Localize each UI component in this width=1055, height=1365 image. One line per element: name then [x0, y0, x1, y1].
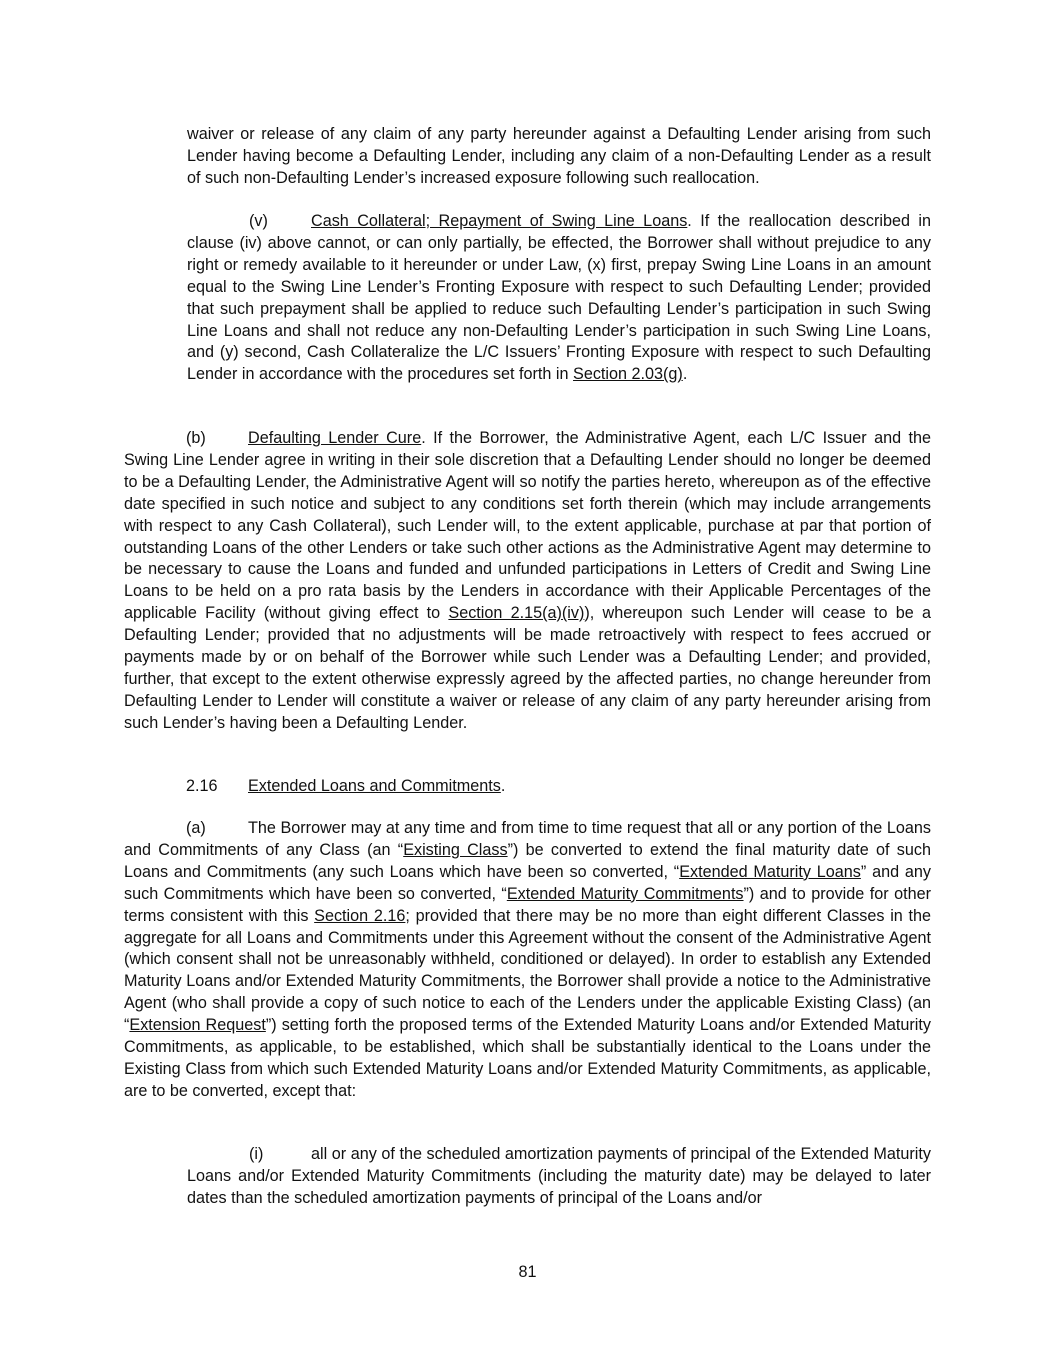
clause-text-4: ”) and to provide for other terms consistent with this: [124, 884, 931, 925]
section-title: Extended Loans and Commitments: [248, 777, 501, 795]
section-title-end: .: [500, 777, 506, 795]
section-reference: Section 2.15(a)(iv): [448, 604, 585, 623]
page-number: 81: [518, 1263, 537, 1281]
clause-text: . If the Borrower, the Administrative Agent, each L/C Issuer and the Swing Line Lender agree in writing in their sole discretion that a Defaulting Lender should no longer be deemed to be a Defaulting Lender, the Administrative Agent will so notify the parties hereto, whereupon as of the effective date specified in such notice and subject to any conditions set forth therein (which may include arrangements with respect to any Cash Collateral), such Lender will, to the extent applicable, purchase at par that portion of outstanding Loans of the other Lenders or take such other actions as the Administrative Agent may determine to be necessary to cause the Loans and funded and unfunded participations in Letters of Credit and Swing Line Loans to be held on a pro rata basis by the Lenders in accordance with their Applicable Percentages of the applicable Facility (without giving effect to: [124, 429, 931, 623]
section-reference: Section 2.03(g): [573, 365, 683, 384]
clause-label: (b): [186, 429, 206, 447]
clause-i-paragraph: [187, 1144, 931, 1210]
clause-text-6: ”) setting forth the proposed terms of the Extended Maturity Loans and/or Extended Maturity Commitments, as applicable, to be established, which shall be substantially identical to the Loans under the Existing Class from which such Extended Maturity Loans and/or Extended Maturity Commitments, as applicable, are to be converted, except that:: [124, 1016, 931, 1100]
clause-text: all or any of the scheduled amortization payments of principal of the Extended Maturity Loans and/or Extended Maturity Commitments (including the maturity date) may be delayed to later dates than the scheduled amortization payments of principal of the Loans and/or: [187, 1145, 931, 1207]
clause-heading: Cash Collateral; Repayment of Swing Line Loans: [311, 212, 688, 230]
clause-text-end: .: [682, 365, 688, 384]
clause-b-paragraph: [124, 428, 931, 735]
clause-text-2: ”) be converted to extend the final maturity date of such Loans and Commitments (any such Loans which have been so converted, “: [124, 840, 931, 881]
clause-text-1: The Borrower may at any time and from time to time request that all or any portion of the Loans and Commitments of any Class (an “: [124, 819, 931, 859]
clause-label: (v): [249, 212, 268, 230]
defined-term-extended-maturity-loans: Extended Maturity Loans: [679, 862, 861, 881]
clause-text-5: ; provided that there may be no more than eight different Classes in the aggregate for all Loans and Commitments under this Agreement without the consent of the Administrative Agent (which consent shall not be unreasonably withheld, conditioned or delayed). In order to establish any Extended Maturity Loans and/or Extended Maturity Commitments, the Borrower shall provide a notice to the Administrative Agent (who shall provide a copy of such notice to each of the Lenders under the applicable Existing Class) (an “: [124, 906, 932, 1035]
defined-term-extension-request: Extension Request: [129, 1016, 266, 1035]
paragraph-continuation: [187, 124, 931, 190]
clause-v-paragraph: [187, 211, 931, 386]
clause-text-end: ), whereupon such Lender will cease to be a Defaulting Lender; provided that no adjustments will be made retroactively with respect to fees accrued or payments made by or on behalf of the Borrower while such Lender was a Defaulting Lender; and provided, further, that except to the extent otherwise expressly agreed by the affected parties, no change hereunder from Defaulting Lender to Lender will constitute a waiver or release of any claim of any party hereunder arising from such Lender’s having been a Defaulting Lender.: [124, 604, 931, 732]
section-reference: Section 2.16: [314, 906, 406, 925]
clause-heading: Defaulting Lender Cure: [248, 429, 422, 447]
paragraph-text: waiver or release of any claim of any party hereunder against a Defaulting Lender arising from such Lender having become a Defaulting Lender, including any claim of a non-Defaulting Lender as a result of such non-Defaulting Lender’s increased exposure following such reallocation.: [187, 125, 931, 187]
section-number: 2.16: [186, 777, 218, 795]
clause-a-paragraph: [124, 818, 931, 1103]
section-2-16-heading: [124, 776, 931, 798]
clause-text: . If the reallocation described in clause (iv) above cannot, or can only partially, be effected, the Borrower shall without prejudice to any right or remedy available to it hereunder or under Law, (x) first, prepay Swing Line Loans in an amount equal to the Swing Line Lender’s Fronting Exposure with respect to such Defaulting Lender; provided that such prepayment shall be applied to reduce such Defaulting Lender’s participation in such Swing Line Loans and shall not reduce any non-Defaulting Lender’s participation in such Swing Line Loans, and (y) second, Cash Collateralize the L/C Issuers’ Fronting Exposure with respect to such Defaulting Lender in accordance with the procedures set forth in: [187, 212, 931, 384]
defined-term-existing-class: Existing Class: [403, 840, 508, 859]
clause-label: (a): [186, 819, 206, 837]
defined-term-extended-maturity-commitments: Extended Maturity Commitments: [506, 884, 744, 903]
clause-text-3: ” and any such Commitments which have been so converted, “: [124, 862, 931, 903]
clause-label: (i): [249, 1145, 264, 1163]
